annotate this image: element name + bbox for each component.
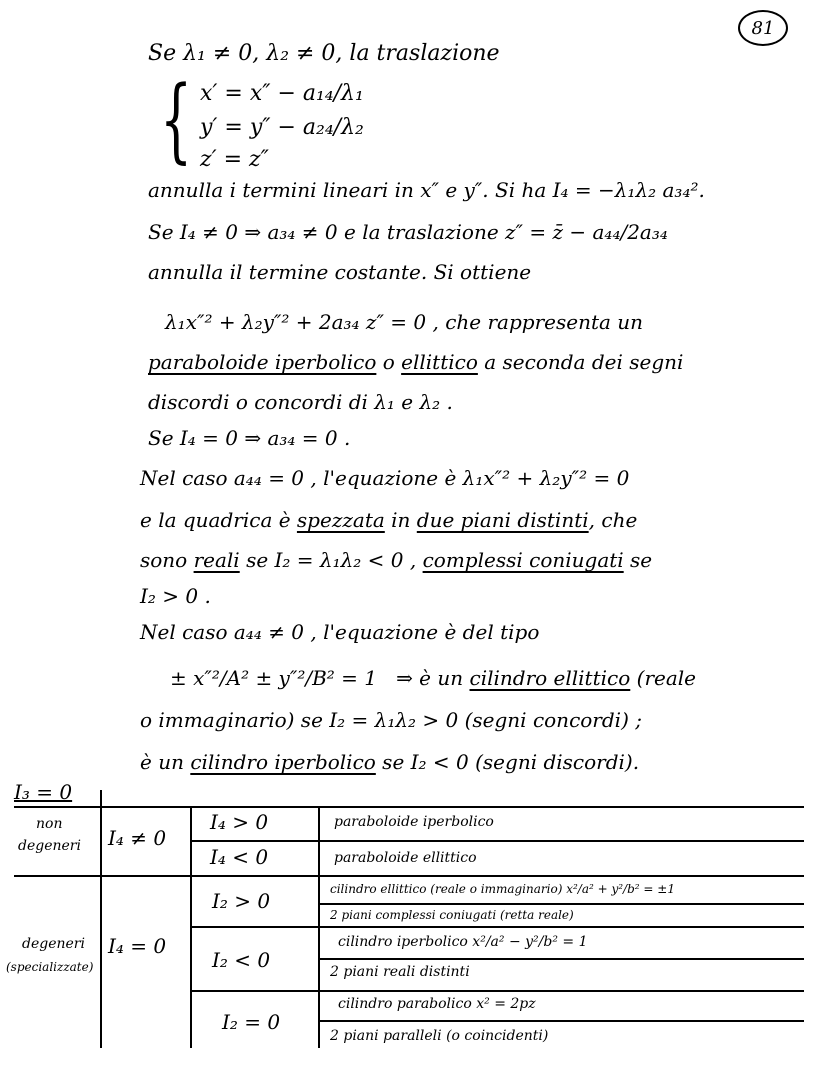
text-line-2: x′ = x″ − a₁₄/λ₁: [200, 81, 364, 106]
text-line-18: o immaginario) se I₂ = λ₁λ₂ > 0 (segni concordi) ;: [140, 708, 642, 732]
table-vline-2: [190, 806, 192, 1048]
group-2-case-2-result-2: 2 piani reali distinti: [330, 964, 470, 980]
group-1-label-1: non: [36, 816, 63, 832]
group-2-label-1: degeneri: [22, 936, 85, 952]
text-line-12: Nel caso a₄₄ = 0 , l'equazione è λ₁x″² + λ₂y″² = 0: [140, 466, 630, 490]
group-1-label-2: degeneri: [18, 838, 81, 854]
table-hline-5: [318, 958, 804, 960]
table-hline-2: [14, 875, 804, 877]
table-hline-7: [318, 1020, 804, 1022]
group-2-condition: I₄ = 0: [108, 934, 167, 958]
text-line-8: λ₁x″² + λ₂y″² + 2a₃₄ z″ = 0 , che rappresenta un: [165, 310, 644, 334]
text-line-14: sono reali se I₂ = λ₁λ₂ < 0 , complessi coniugati se: [140, 548, 653, 572]
text-line-6: Se I₄ ≠ 0 ⇒ a₃₄ ≠ 0 e la traslazione z″ = z̄ − a₄₄/2a₃₄: [148, 220, 668, 244]
table-hline-header: [14, 806, 804, 808]
text-line-10: discordi o concordi di λ₁ e λ₂ .: [148, 390, 453, 414]
group-2-case-3-result-1: cilindro parabolico x² = 2pz: [338, 996, 536, 1012]
text-line-5: annulla i termini lineari in x″ e y″. Si ha I₄ = −λ₁λ₂ a₃₄².: [148, 178, 705, 202]
group-2-case-1-result-2: 2 piani complessi coniugati (retta reale): [330, 908, 574, 922]
group-1-case-2-sub: I₄ < 0: [210, 845, 269, 869]
group-1-case-1-sub: I₄ > 0: [210, 810, 269, 834]
group-2-case-1-result-1: cilindro ellittico (reale o immaginario) x²/a² + y²/b² = ±1: [330, 882, 675, 896]
text-line-1: Se λ₁ ≠ 0, λ₂ ≠ 0, la traslazione: [148, 41, 500, 66]
table-hline-3: [318, 903, 804, 905]
group-2-label-2: (specializzate): [6, 960, 94, 974]
table-vline-3: [318, 806, 320, 1048]
text-line-16: Nel caso a₄₄ ≠ 0 , l'equazione è del tipo: [140, 620, 540, 644]
text-line-13: e la quadrica è spezzata in due piani distinti, che: [140, 508, 638, 532]
text-line-15: I₂ > 0 .: [140, 584, 211, 608]
group-1-case-1-result: paraboloide iperbolico: [334, 814, 494, 830]
text-line-4: z′ = z″: [200, 147, 269, 172]
table-hline-4: [190, 926, 804, 928]
page-number: 81: [738, 10, 788, 46]
text-line-11: Se I₄ = 0 ⇒ a₃₄ = 0 .: [148, 426, 351, 450]
table-header: I₃ = 0: [14, 780, 73, 804]
text-line-17: ± x″²/A² ± y″²/B² = 1 ⇒ è un cilindro ellittico (reale: [170, 666, 696, 690]
group-2-case-2-result-1: cilindro iperbolico x²/a² − y²/b² = 1: [338, 934, 588, 950]
text-line-3: y′ = y″ − a₂₄/λ₂: [200, 115, 364, 140]
text-line-7: annulla il termine costante. Si ottiene: [148, 260, 532, 284]
text-line-9: paraboloide iperbolico o ellittico a seconda dei segni: [148, 350, 684, 374]
text-line-19: è un cilindro iperbolico se I₂ < 0 (segni discordi).: [140, 750, 640, 774]
group-2-case-3-sub: I₂ = 0: [222, 1010, 281, 1034]
group-1-condition: I₄ ≠ 0: [108, 826, 167, 850]
group-2-case-2-sub: I₂ < 0: [212, 948, 271, 972]
system-brace: {: [160, 66, 193, 173]
table-vline-1: [100, 790, 102, 1048]
group-1-case-2-result: paraboloide ellittico: [334, 850, 477, 866]
table-hline-6: [190, 990, 804, 992]
table-hline-1: [190, 840, 804, 842]
group-2-case-3-result-2: 2 piani paralleli (o coincidenti): [330, 1028, 549, 1044]
group-2-case-1-sub: I₂ > 0: [212, 889, 271, 913]
